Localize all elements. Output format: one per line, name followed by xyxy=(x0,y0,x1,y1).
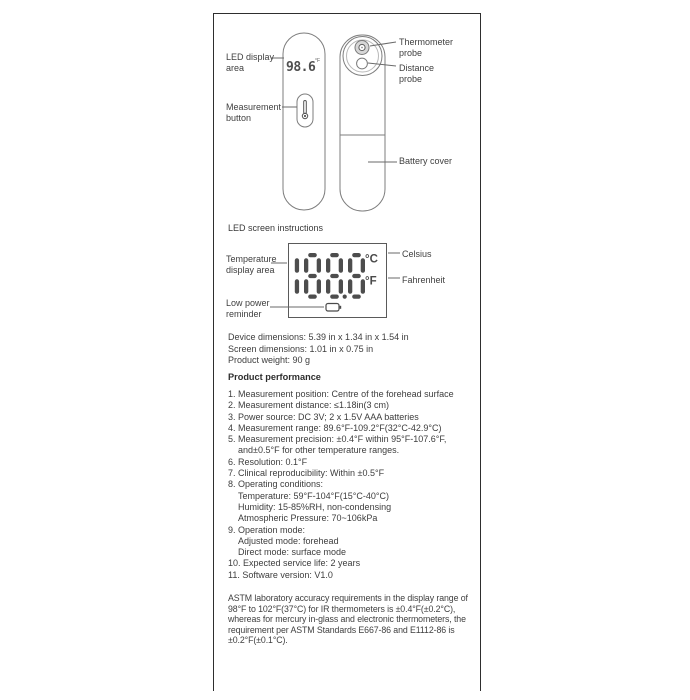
list-item: 7. Clinical reproducibility: Within ±0.5°F xyxy=(228,468,385,479)
list-item-continuation: and±0.5°F for other temperature ranges. xyxy=(238,445,400,456)
list-item: 9. Operation mode: xyxy=(228,524,306,535)
product-performance-list xyxy=(228,389,454,581)
list-item: 4. Measurement range: 89.6°F-109.2°F(32°C-42.9°C) xyxy=(228,422,442,433)
celsius-label: Celsius xyxy=(402,249,432,259)
list-item: 11. Software version: V1.0 xyxy=(228,569,333,580)
product-weight-line: Product weight: 90 g xyxy=(228,355,311,365)
measurement-button-label: Measurement button xyxy=(226,102,282,123)
list-item: 1. Measurement position: Centre of the forehead surface xyxy=(228,389,454,399)
battery-cover-label: Battery cover xyxy=(399,156,453,166)
device-dimensions-line: Device dimensions: 5.39 in x 1.34 in x 1.54 in xyxy=(228,332,409,342)
fahrenheit-label: Fahrenheit xyxy=(402,275,446,285)
front-display-unit: °F xyxy=(315,58,321,64)
list-item: 5. Measurement precision: ±0.4°F within 95°F-107.6°F, xyxy=(228,434,447,445)
led-screen-section-title: LED screen instructions xyxy=(228,223,324,233)
list-item: 6. Resolution: 0.1°F xyxy=(228,456,308,467)
list-sub-item: Adjusted mode: forehead xyxy=(238,535,339,546)
list-sub-item: Direct mode: surface mode xyxy=(238,547,347,558)
list-item: 8. Operating conditions: xyxy=(228,479,324,490)
thermometer-probe-icon xyxy=(355,41,369,55)
distance-probe-label: Distance probe xyxy=(399,63,435,84)
back-device-illustration xyxy=(340,35,385,211)
list-item: 3. Power source: DC 3V; 2 x 1.5V AAA batteries xyxy=(228,411,419,422)
product-performance-heading: Product performance xyxy=(228,372,321,382)
distance-probe-icon xyxy=(357,58,368,69)
front-display-value: 98.6 xyxy=(286,60,316,75)
astm-accuracy-note: ASTM laboratory accuracy requirements in the display range of 98°F to 102°F(37°C) for IR thermometers is ±0.4°F(±0.2°C), whereas for mercury in-glass and electronic thermometers, the requirement per ASTM Standards E667-86 and E1112-86 is ±0.2°F(±0.1°C). xyxy=(228,593,468,646)
thermometer-probe-label: Thermometer probe xyxy=(399,37,454,58)
list-sub-item: Humidity: 15-85%RH, non-condensing xyxy=(238,501,392,512)
lcd-celsius-unit: °C xyxy=(365,253,378,266)
low-power-reminder-label: Low power reminder xyxy=(226,298,270,319)
screen-dimensions-line: Screen dimensions: 1.01 in x 0.75 in xyxy=(228,343,374,354)
list-item: 2. Measurement distance: ≤1.18in(3 cm) xyxy=(228,400,390,411)
spec-summary xyxy=(228,332,409,367)
list-sub-item: Atmospheric Pressure: 70~106kPa xyxy=(238,513,378,524)
led-display-area-label: LED display area xyxy=(226,52,275,73)
document-frame xyxy=(213,13,481,691)
list-sub-item: Temperature: 59°F-104°F(15°C-40°C) xyxy=(238,490,389,501)
list-item: 10. Expected service life: 2 years xyxy=(228,558,361,569)
measurement-button-icon xyxy=(297,94,313,127)
lcd-fahrenheit-unit: °F xyxy=(365,275,377,288)
temperature-display-area-label: Temperature display area xyxy=(226,254,277,275)
